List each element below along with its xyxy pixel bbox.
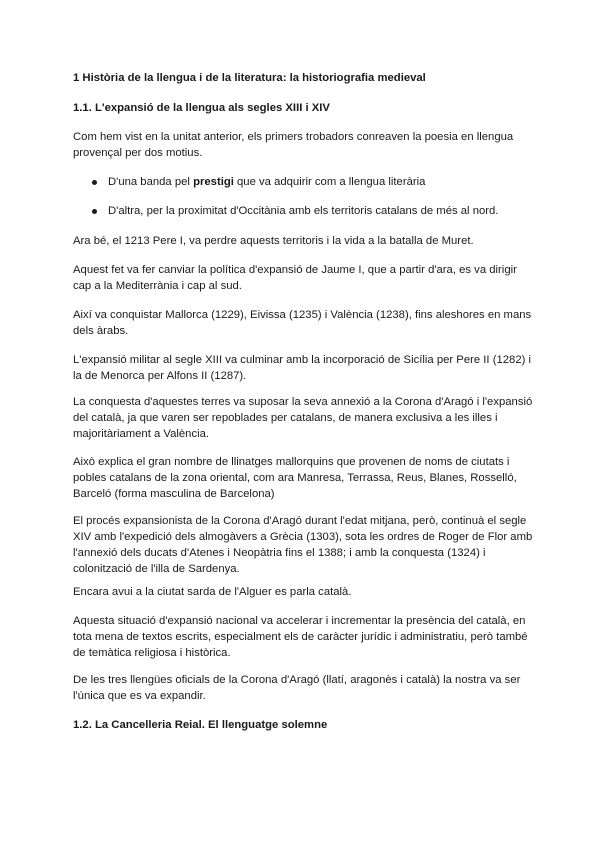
paragraph: La conquesta d'aquestes terres va suposar la seva annexió a la Corona d'Aragó i l'expansió del català, ja que varen ser repoblades per catalans, de manera exclusiva a les illes i majoritàriament a València. [73,396,533,440]
paragraph: Així va conquistar Mallorca (1229), Eivissa (1235) i València (1238), fins aleshores en mans dels àrabs. [73,309,532,337]
paragraph-intro: Com hem vist en la unitat anterior, els primers trobadors conreaven la poesia en llengua provençal per dos motius. [73,131,514,159]
paragraph: De les tres llengües oficials de la Corona d'Aragó (llatí, aragonès i català) la nostra va ser l'única que es va expandir. [73,674,521,702]
paragraph: Aquest fet va fer canviar la política d'expansió de Jaume I, que a partir d'ara, es va dirigir cap a la Mediterrània i cap al sud. [73,264,517,292]
bullet-icon [92,180,97,185]
bold-word: prestigi [193,176,234,188]
paragraph: Encara avui a la ciutat sarda de l'Alguer es parla català. [73,586,352,598]
list-item-text: D'altra, per la proximitat d'Occitània amb els territoris catalans de més al nord. [108,205,499,217]
list-item-text: D'una banda pel prestigi que va adquirir com a llengua literària [108,176,426,188]
paragraph: El procés expansionista de la Corona d'Aragó durant l'edat mitjana, però, continuà el segle XIV amb l'expedició dels almogàvers a Grècia (1303), sota les ordres de Roger de Flor amb l'annexió dels ducats d'Atenes i Neopàtria fins el 1388; i amb la conquesta (1324) i colonització de l'illa de Sardenya. [73,515,533,575]
paragraph: Això explica el gran nombre de llinatges mallorquins que provenen de noms de ciutats i pobles catalans de la zona oriental, com ara Manresa, Terrassa, Reus, Blanes, Rosselló, Barceló (forma masculina de Barcelona) [73,456,517,500]
paragraph: Aquesta situació d'expansió nacional va accelerar i incrementar la presència del català, en tota mena de textos escrits, especialment els de caràcter jurídic i administratiu, però també de temàtica religiosa i històrica. [73,615,528,659]
document-title: 1 Història de la llengua i de la literatura: la historiografia medieval [73,72,426,84]
section-heading-1-1: 1.1. L'expansió de la llengua als segles XIII i XIV [73,102,330,114]
bullet-icon [92,209,97,214]
paragraph: Ara bé, el 1213 Pere I, va perdre aquests territoris i la vida a la batalla de Muret. [73,235,474,247]
paragraph: L'expansió militar al segle XIII va culminar amb la incorporació de Sicília per Pere II (1282) i la de Menorca per Alfons II (1287). [73,354,532,382]
section-heading-1-2: 1.2. La Cancelleria Reial. El llenguatge solemne [73,719,328,731]
